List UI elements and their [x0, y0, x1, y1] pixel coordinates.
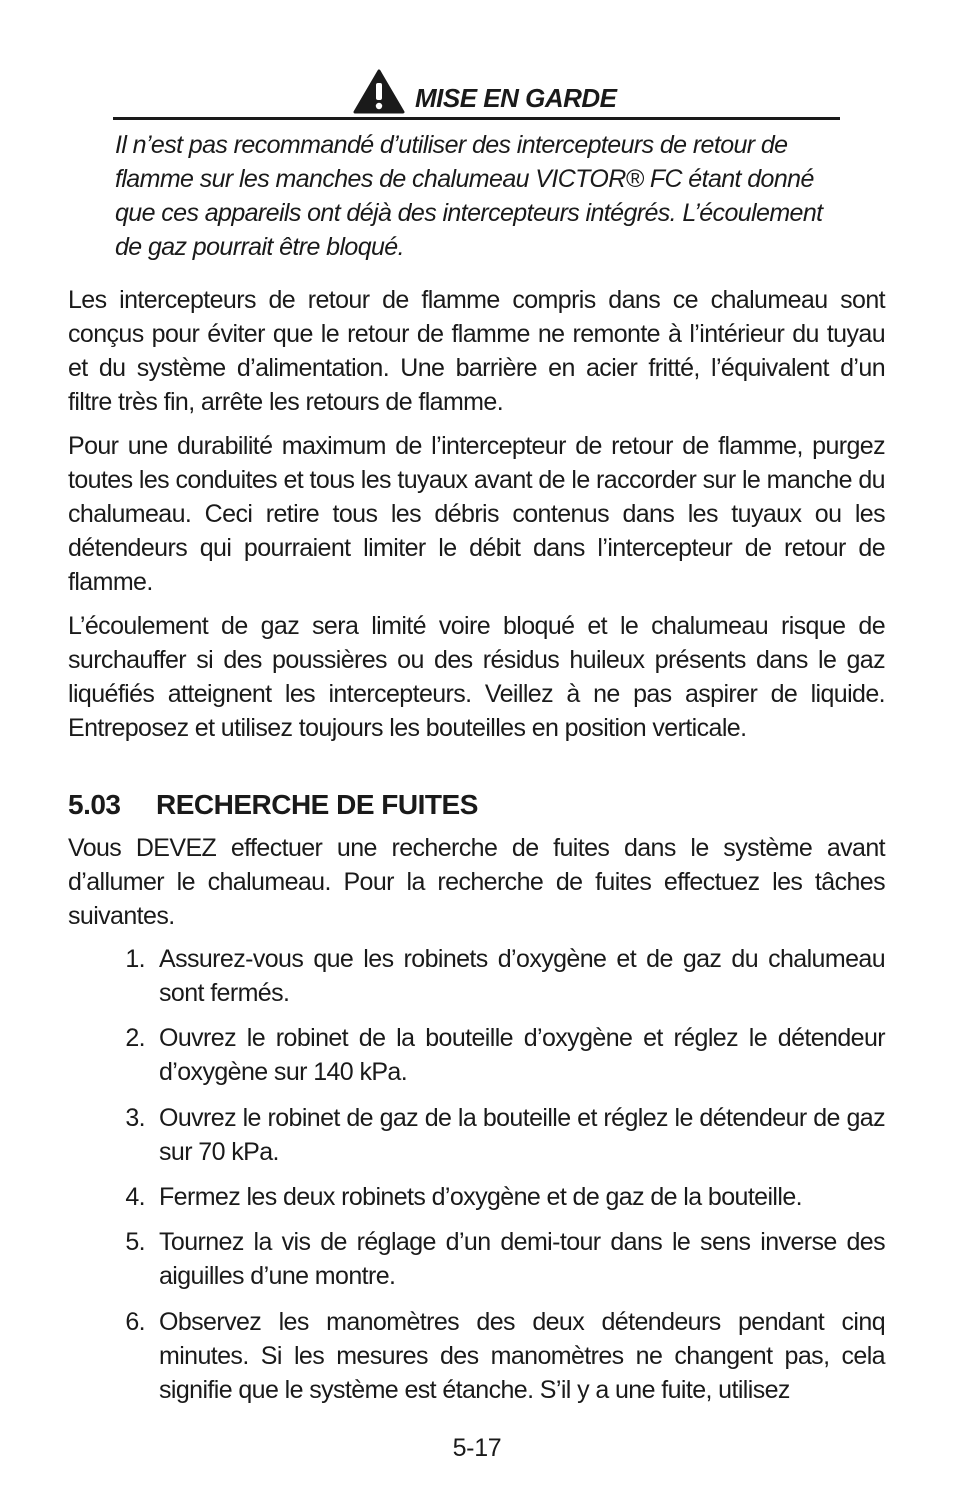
paragraph-durability: Pour une durabilité maximum de l’intercepteur de retour de flamme, purgez toutes les conduites et tous les tuyaux avant de le raccorder sur le manche du chalumeau. Ceci retire tous les débris contenus dans les tuyaux ou les détendeurs qui pourraient limiter le débit dans l’intercepteur de retour de flamme.	[68, 432, 885, 596]
warning-header	[113, 66, 840, 120]
warning-text: Il n’est pas recommandé d’utiliser des intercepteurs de retour de flamme sur les manches de chalumeau VICTOR® FC étant donné que ces appareils ont déjà des intercepteurs intégrés. L’écoulement de gaz pourrait être bloqué.	[115, 131, 823, 261]
paragraph-gas-flow: L’écoulement de gaz sera limité voire bloqué et le chalumeau risque de surchauffer si des poussières ou des résidus huileux présents dans le gaz liquéfiés atteignent les intercepteurs. Veillez à ne pas aspirer de liquide. Entreposez et utilisez toujours les bouteilles en position verticale.	[68, 612, 885, 742]
step-text: Fermez les deux robinets d’oxygène et de gaz de la bouteille.	[159, 1183, 802, 1211]
step-text: Ouvrez le robinet de la bouteille d’oxygène et réglez le détendeur d’oxygène sur 140 kPa.	[159, 1024, 885, 1086]
section-intro: Vous DEVEZ effectuer une recherche de fuites dans le système avant d’allumer le chalumeau. Pour la recherche de fuites effectuez les tâches suivantes.	[68, 834, 885, 930]
warning-title: MISE EN GARDE	[415, 83, 617, 113]
step-number: 2.	[125, 1024, 145, 1052]
step-text: Tournez la vis de réglage d’un demi-tour dans le sens inverse des aiguilles d’une montre.	[159, 1228, 885, 1290]
step-number: 6.	[125, 1308, 145, 1336]
section-number: 5.03	[68, 789, 121, 820]
page-number: 5-17	[452, 1434, 502, 1462]
step-number: 5.	[125, 1228, 145, 1256]
step-number: 4.	[125, 1183, 145, 1211]
step-number: 3.	[125, 1104, 145, 1132]
section-title: RECHERCHE DE FUITES	[156, 789, 478, 820]
step-text: Ouvrez le robinet de gaz de la bouteille et réglez le détendeur de gaz sur 70 kPa.	[159, 1104, 885, 1166]
step-text: Observez les manomètres des deux détendeurs pendant cinq minutes. Si les mesures des manomètres ne changent pas, cela signifie que le système est étanche. S’il y a une fuite, utilisez	[159, 1308, 885, 1404]
section-heading	[68, 789, 478, 821]
warning-triangle-icon	[353, 68, 405, 114]
step-number: 1.	[125, 945, 145, 973]
step-text: Assurez-vous que les robinets d’oxygène et de gaz du chalumeau sont fermés.	[159, 945, 885, 1007]
paragraph-flashback-arrestors: Les intercepteurs de retour de flamme compris dans ce chalumeau sont conçus pour éviter que le retour de flamme ne remonte à l’intérieur du tuyau et du système d’alimentation. Une barrière en acier fritté, l’équivalent d’un filtre très fin, arrête les retours de flamme.	[68, 286, 885, 416]
